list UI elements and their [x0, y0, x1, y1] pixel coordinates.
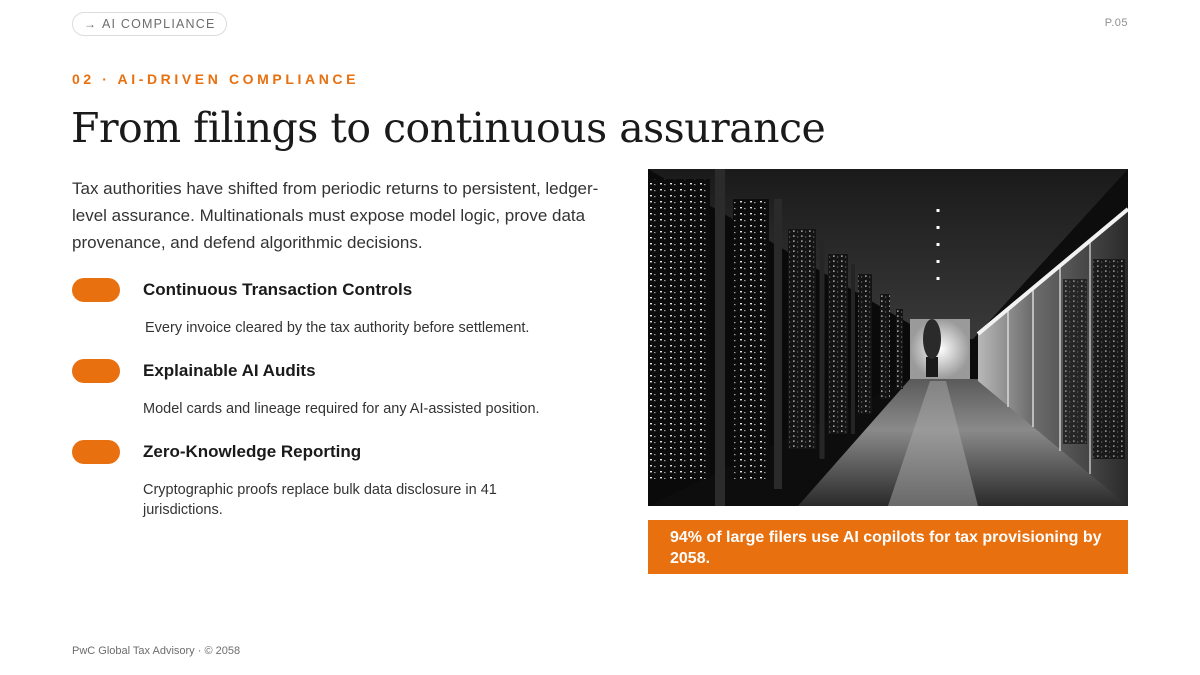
data-center-photo	[648, 169, 1128, 506]
footer-credit: PwC Global Tax Advisory · © 2058	[72, 645, 241, 657]
feature-title: Explainable AI Audits	[143, 361, 316, 380]
stat-caption: 94% of large filers use AI copilots for tax provisioning by 2058.	[648, 520, 1128, 574]
feature-pill-marker	[72, 278, 120, 302]
feature-title: Zero-Knowledge Reporting	[143, 442, 362, 461]
page-title: From filings to continuous assurance	[71, 104, 826, 152]
arrow-right-icon: →	[84, 17, 96, 31]
feature-pill-marker	[72, 359, 120, 383]
feature-pill-marker	[72, 440, 120, 464]
section-eyebrow: 02 · AI-DRIVEN COMPLIANCE	[72, 71, 360, 87]
section-nav-label: AI COMPLIANCE	[102, 17, 216, 31]
intro-paragraph: Tax authorities have shifted from periodic returns to persistent, ledger-level assurance. Multinationals must expose model logic, prove data provenance, and defend algorithmic decisions.	[72, 179, 599, 252]
feature-description: Every invoice cleared by the tax authority before settlement.	[145, 320, 530, 336]
section-nav-pill[interactable]	[72, 12, 227, 36]
feature-description: Cryptographic proofs replace bulk data disclosure in 41 jurisdictions.	[143, 482, 497, 518]
feature-description: Model cards and lineage required for any AI-assisted position.	[143, 401, 540, 417]
feature-title: Continuous Transaction Controls	[143, 280, 413, 299]
page-number: P.05	[1104, 17, 1128, 29]
